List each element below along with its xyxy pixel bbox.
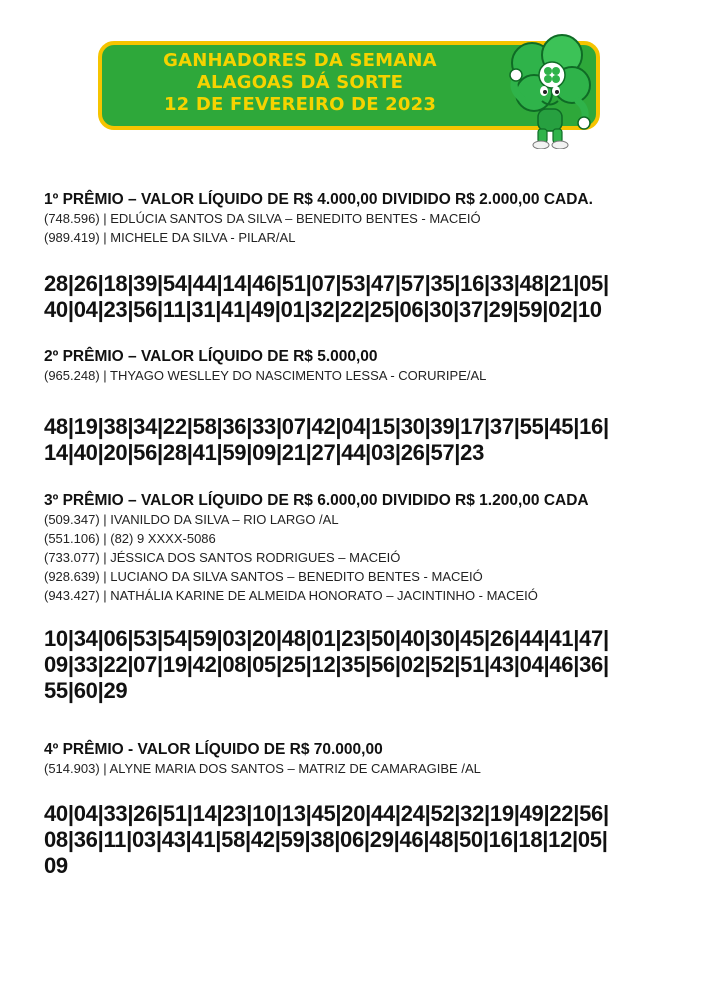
number-line: 10|34|06|53|54|59|03|20|48|01|23|50|40|30|45|26|44|41|47| [44,626,609,651]
number-line: 55|60|29 [44,678,128,703]
banner-text [102,50,498,116]
banner-line-2: ALAGOAS DÁ SORTE [196,72,404,93]
number-line: 28|26|18|39|54|44|14|46|51|07|53|47|57|35|16|33|48|21|05| [44,271,609,296]
header-banner [98,41,600,130]
prize-1 [44,190,664,247]
prize-4-title: 4º PRÊMIO - VALOR LÍQUIDO DE R$ 70.000,00 [44,741,383,758]
winner-entry: (514.903) | ALYNE MARIA DOS SANTOS – MATRIZ DE CAMARAGIBE /AL [44,761,481,776]
prize-2-numbers [44,414,684,466]
number-line: 14|40|20|56|28|41|59|09|21|27|44|03|26|57|23 [44,440,485,465]
number-line: 09|33|22|07|19|42|08|05|25|12|35|56|02|52|51|43|04|46|36| [44,652,609,677]
prize-2 [44,347,664,385]
winner-entry: (928.639) | LUCIANO DA SILVA SANTOS – BENEDITO BENTES - MACEIÓ [44,569,483,584]
prize-1-numbers [44,271,684,323]
winner-entry: (551.106) | (82) 9 XXXX-5086 [44,531,216,546]
winner-entry: (965.248) | THYAGO WESLLEY DO NASCIMENTO LESSA - CORURIPE/AL [44,368,487,383]
number-line: 08|36|11|03|43|41|58|42|59|38|06|29|46|48|50|16|18|12|05| [44,827,608,852]
number-line: 09 [44,853,68,878]
number-line: 40|04|23|56|11|31|41|49|01|32|22|25|06|30|37|29|59|02|10 [44,297,602,322]
prize-4 [44,740,664,778]
prize-3-title: 3º PRÊMIO – VALOR LÍQUIDO DE R$ 6.000,00 DIVIDIDO R$ 1.200,00 CADA [44,492,589,509]
winner-entry: (509.347) | IVANILDO DA SILVA – RIO LARGO /AL [44,512,339,527]
banner-line-3: 12 DE FEVEREIRO DE 2023 [163,94,437,115]
clover-mascot-icon [500,29,600,149]
number-line: 40|04|33|26|51|14|23|10|13|45|20|44|24|52|32|19|49|22|56| [44,801,609,826]
winner-entry: (943.427) | NATHÁLIA KARINE DE ALMEIDA HONORATO – JACINTINHO - MACEIÓ [44,588,538,603]
winner-entry: (748.596) | EDLÚCIA SANTOS DA SILVA – BENEDITO BENTES - MACEIÓ [44,211,481,226]
prize-4-numbers [44,801,684,879]
number-line: 48|19|38|34|22|58|36|33|07|42|04|15|30|39|17|37|55|45|16| [44,414,609,439]
banner-line-1: GANHADORES DA SEMANA [163,50,437,71]
prize-3-numbers [44,626,684,704]
prize-3 [44,491,664,605]
winner-entry: (733.077) | JÉSSICA DOS SANTOS RODRIGUES – MACEIÓ [44,550,401,565]
prize-1-title: 1º PRÊMIO – VALOR LÍQUIDO DE R$ 4.000,00 DIVIDIDO R$ 2.000,00 CADA. [44,191,593,208]
winner-entry: (989.419) | MICHELE DA SILVA - PILAR/AL [44,230,296,245]
prize-2-title: 2º PRÊMIO – VALOR LÍQUIDO DE R$ 5.000,00 [44,348,378,365]
